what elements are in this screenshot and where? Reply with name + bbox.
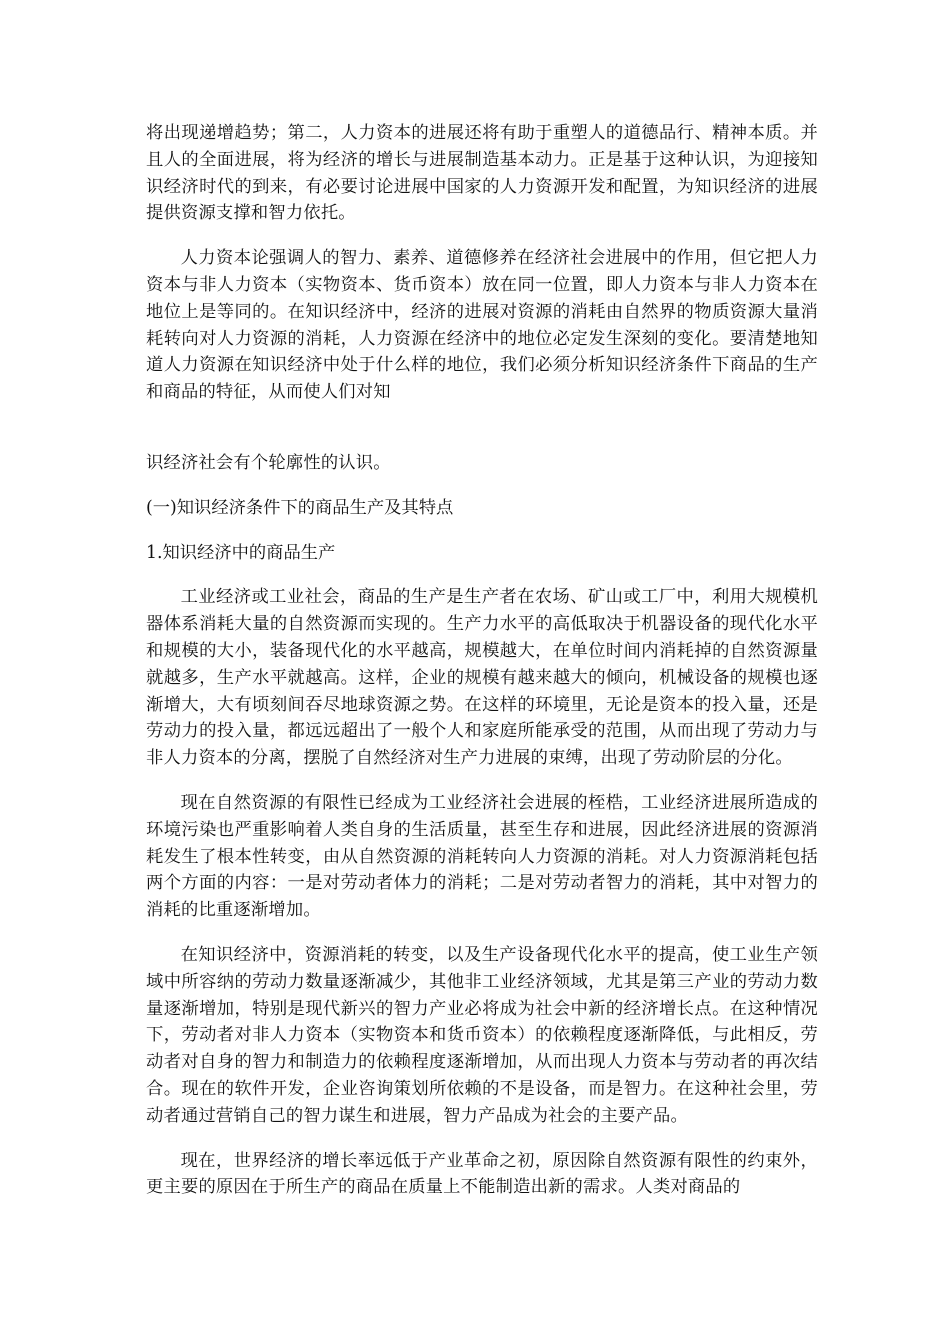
paragraph-2: 人力资本论强调人的智力、素养、道德修养在经济社会进展中的作用，但它把人力资本与非人力资本（实物资本、货币资本）放在同一位置，即人力资本与非人力资本在地位上是等同的。在知识经济中，经济的进展对资源的消耗由自然界的物质资源大量消耗转向对人力资源的消耗，人力资源在经济中的地位必定发生深刻的变化。要清楚地知道人力资源在知识经济中处于什么样的地位，我们必须分析知识经济条件下商品的生产和商品的特征，从而使人们对知	[146, 248, 818, 403]
paragraph-7: 现在，世界经济的增长率远低于产业革命之初，原因除自然资源有限性的约束外，更主要的原因在于所生产的商品在质量上不能制造出新的需求。人类对商品的	[146, 1150, 818, 1198]
section-heading: (一)知识经济条件下的商品生产及其特点	[146, 497, 454, 518]
paragraph-4: 工业经济或工业社会，商品的生产是生产者在农场、矿山或工厂中，利用大规模机器体系消耗大量的自然资源而实现的。生产力水平的高低取决于机器设备的现代化水平和规模的大小，装备现代化的水平越高，规模越大，在单位时间内消耗掉的自然资源量就越多，生产水平就越高。这样，企业的规模有越来越大的倾向，机械设备的规模也逐渐增大，大有顷刻间吞尽地球资源之势。在这样的环境里，无论是资本的投入量，还是劳动力的投入量，都远远超出了一般个人和家庭所能承受的范围，从而出现了劳动力与非人力资本的分离，摆脱了自然经济对生产力进展的束缚，出现了劳动阶层的分化。	[146, 587, 818, 769]
paragraph-5: 现在自然资源的有限性已经成为工业经济社会进展的桎梏，工业经济进展所造成的环境污染也严重影响着人类自身的生活质量，甚至生存和进展，因此经济进展的资源消耗发生了根本性转变，由从自然资源的消耗转向人力资源的消耗。对人力资源消耗包括两个方面的内容：一是对劳动者体力的消耗；二是对劳动者智力的消耗，其中对智力的消耗的比重逐渐增加。	[146, 792, 818, 921]
document-body	[146, 120, 818, 1201]
paragraph-6: 在知识经济中，资源消耗的转变，以及生产设备现代化水平的提高，使工业生产领域中所容纳的劳动力数量逐渐减少，其他非工业经济领域，尤其是第三产业的劳动力数量逐渐增加，特别是现代新兴的智力产业必将成为社会中新的经济增长点。在这种情况下，劳动者对非人力资本（实物资本和货币资本）的依赖程度逐渐降低，与此相反，劳动者对自身的智力和制造力的依赖程度逐渐增加，从而出现人力资本与劳动者的再次结合。现在的软件开发，企业咨询策划所依赖的不是设备，而是智力。在这种社会里，劳动者通过营销自己的智力谋生和进展，智力产品成为社会的主要产品。	[146, 944, 818, 1126]
subsection-heading: 1.知识经济中的商品生产	[146, 542, 336, 563]
paragraph-3: 识经济社会有个轮廓性的认识。	[146, 452, 391, 473]
paragraph-1: 将出现递增趋势；第二，人力资本的进展还将有助于重塑人的道德品行、精神本质。并且人的全面进展，将为经济的增长与进展制造基本动力。正是基于这种认识，为迎接知识经济时代的到来，有必要讨论进展中国家的人力资源开发和配置，为知识经济的进展提供资源支撑和智力依托。	[146, 123, 818, 224]
